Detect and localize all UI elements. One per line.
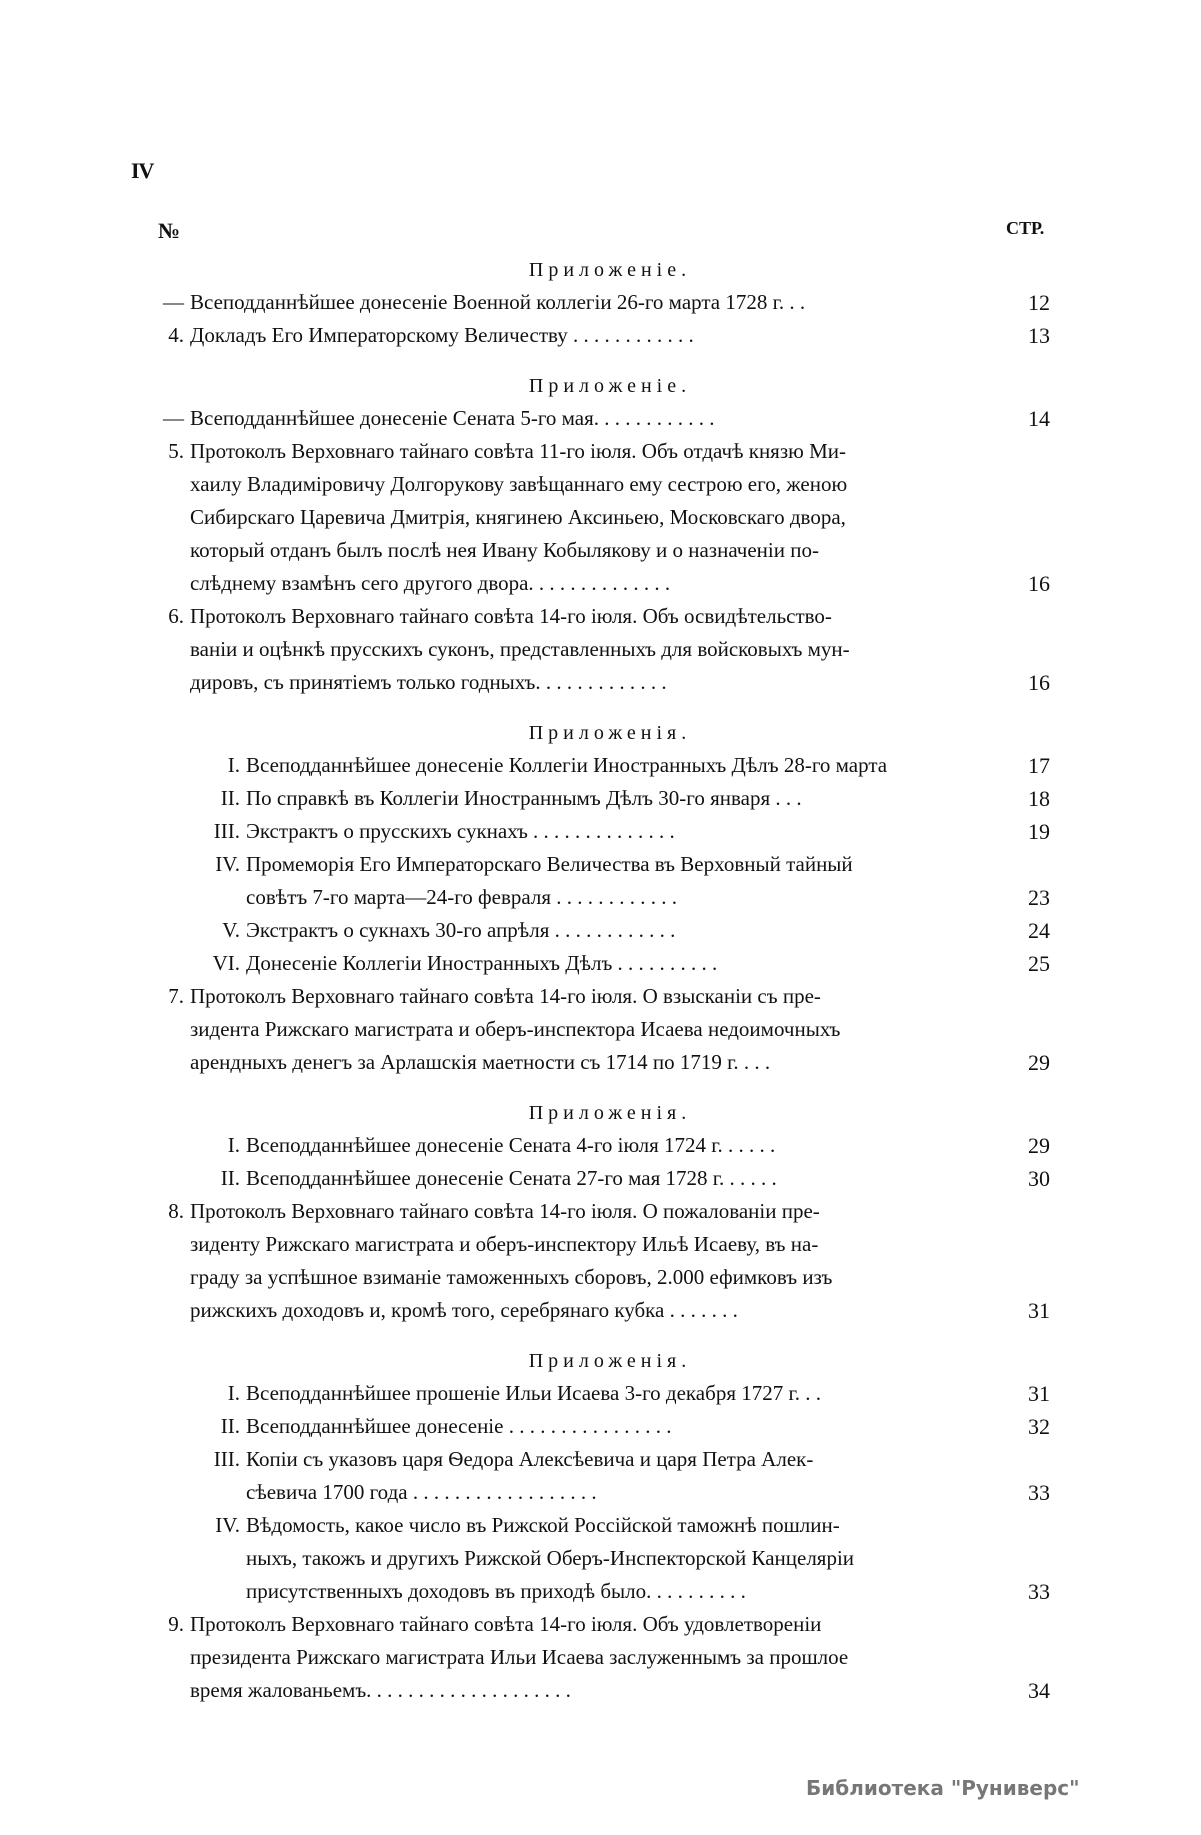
entry-page: 29 [1028,1050,1050,1075]
entry-number: 4. [168,323,184,347]
entry-text: Всеподданнѣйшее донесеніе Военной коллегіи 26-го марта 1728 г. . . [190,290,806,314]
entry-text: хаилу Владиміровичу Долгорукову завѣщаннаго ему сестрою его, женою [190,472,848,496]
entry-number: VI. [212,951,240,975]
entry-page: 13 [1028,323,1050,348]
entry-number: III. [213,819,240,843]
entry-number: — [163,290,184,314]
entry-text: Всеподданнѣйшее прошеніе Ильи Исаева 3-го декабря 1727 г. . . [246,1381,821,1405]
toc-entry[interactable] [150,1608,1050,1707]
toc-sub-entry[interactable] [150,782,1050,815]
entry-number: V. [222,918,240,942]
toc-sub-entry[interactable] [150,1377,1050,1410]
entry-text: совѣтъ 7-го марта—24-го февраля . . . . . . . . . . . . [246,885,678,909]
entry-text: Протоколъ Верховнаго тайнаго совѣта 14-го іюля. Объ освидѣтельство- [190,604,832,628]
entry-number: III. [213,1447,240,1471]
entry-text: присутственныхъ доходовъ въ приходѣ было. . . . . . . . . . [246,1579,746,1603]
entry-page: 33 [1028,1579,1050,1604]
entry-page: 32 [1028,1414,1050,1439]
entry-number: — [163,406,184,430]
entry-text: Экстрактъ о сукнахъ 30-го апрѣля . . . . . . . . . . . . [246,918,676,942]
toc-sub-entry[interactable] [150,848,1050,914]
entry-text: Всеподданнѣйшее донесеніе Коллегіи Иностранныхъ Дѣлъ 28-го марта [246,753,888,777]
entry-page: 30 [1028,1166,1050,1191]
toc-sub-entry[interactable] [150,947,1050,980]
toc-sub-entry[interactable] [150,914,1050,947]
toc-sub-entry[interactable] [150,1443,1050,1509]
page-number: IV [131,158,154,183]
entry-number: I. [227,753,240,777]
entry-text: Всеподданнѣйшее донесеніе Сената 4-го іюля 1724 г. . . . . . [246,1133,776,1157]
toc-sub-entry[interactable] [150,1410,1050,1443]
entry-number: 8. [168,1199,184,1223]
toc-entry[interactable] [150,286,1050,319]
entry-text: Донесеніе Коллегіи Иностранныхъ Дѣлъ . . . . . . . . . . [246,951,718,975]
entry-text: который отданъ былъ послѣ нея Ивану Кобылякову и о назначеніи по- [190,538,819,562]
entry-page: 18 [1028,786,1050,811]
section-heading: Приложенія. [528,722,692,744]
entry-number: 6. [168,604,184,628]
entry-text: арендныхъ денегъ за Арлашскія маетности съ 1714 по 1719 г. . . . [190,1050,771,1074]
entry-text: По справкѣ въ Коллегіи Иностраннымъ Дѣлъ 30-го января . . . [246,786,802,810]
entry-page: 34 [1028,1678,1050,1703]
entry-text: слѣднему взамѣнъ сего другого двора. . . . . . . . . . . . . . [190,571,671,595]
toc-entry[interactable] [150,319,1050,352]
entry-number: I. [227,1133,240,1157]
entry-text: зиденту Рижскаго магистрата и оберъ-инспектору Ильѣ Исаеву, въ на- [190,1232,819,1256]
toc-sub-entry[interactable] [150,1162,1050,1195]
entry-page: 31 [1028,1381,1050,1406]
toc-sub-entry[interactable] [150,815,1050,848]
entry-number: II. [220,786,240,810]
section-heading: Приложеніе. [528,375,692,397]
entry-page: 16 [1028,670,1050,695]
entry-number: I. [227,1381,240,1405]
toc-entry[interactable] [150,980,1050,1079]
table-of-contents [150,254,1050,1707]
entry-text: Протоколъ Верховнаго тайнаго совѣта 11-го іюля. Объ отдачѣ князю Ми- [190,439,846,463]
entry-page: 12 [1028,290,1050,315]
section-heading: Приложенія. [528,1350,692,1372]
toc-entry[interactable] [150,600,1050,699]
section-heading: Приложенія. [528,1102,692,1124]
entry-text: ваніи и оцѣнкѣ прусскихъ суконъ, представленныхъ для войсковыхъ мун- [190,637,850,661]
entry-text: Экстрактъ о прусскихъ сукнахъ . . . . . . . . . . . . . . [246,819,675,843]
entry-text: Всеподданнѣйшее донесеніе Сената 5-го мая. . . . . . . . . . . . [190,406,715,430]
column-header-number: № [158,218,181,243]
entry-number: 5. [168,439,184,463]
entry-text: Сибирскаго Царевича Дмитрія, княгинею Аксиньею, Московскаго двора, [190,505,846,529]
watermark: Библиотека "Руниверс" [806,1776,1080,1800]
toc-entry[interactable] [150,435,1050,600]
entry-page: 29 [1028,1133,1050,1158]
entry-text: Промеморія Его Императорскаго Величества въ Верховный тайный [246,852,853,876]
entry-number: II. [220,1166,240,1190]
entry-text: сѣевича 1700 года . . . . . . . . . . . . . . . . . . [246,1480,597,1504]
entry-page: 33 [1028,1480,1050,1505]
entry-text: Протоколъ Верховнаго тайнаго совѣта 14-го іюля. Объ удовлетвореніи [190,1612,822,1636]
entry-text: граду за успѣшное взиманіе таможенныхъ сборовъ, 2.000 ефимковъ изъ [190,1265,833,1289]
entry-text: Всеподданнѣйшее донесеніе Сената 27-го мая 1728 г. . . . . . [246,1166,777,1190]
entry-page: 23 [1028,885,1050,910]
toc-sub-entry[interactable] [150,1129,1050,1162]
entry-number: 9. [168,1612,184,1636]
entry-number: IV. [215,1513,240,1537]
entry-text: Протоколъ Верховнаго тайнаго совѣта 14-го іюля. О взысканіи съ пре- [190,984,821,1008]
entry-text: Копіи съ указовъ царя Ѳедора Алексѣевича и царя Петра Алек- [246,1447,814,1471]
entry-page: 19 [1028,819,1050,844]
entry-text: время жалованьемъ. . . . . . . . . . . . . . . . . . . . [190,1678,571,1702]
entry-page: 14 [1028,406,1050,431]
toc-entry[interactable] [150,402,1050,435]
entry-page: 16 [1028,571,1050,596]
entry-text: дировъ, съ принятіемъ только годныхъ. . . . . . . . . . . . . [190,670,667,694]
toc-sub-entry[interactable] [150,749,1050,782]
entry-text: президента Рижскаго магистрата Ильи Исаева заслуженнымъ за прошлое [190,1645,849,1669]
entry-page: 24 [1028,918,1050,943]
entry-number: II. [220,1414,240,1438]
entry-text: Докладъ Его Императорскому Величеству . . . . . . . . . . . . [190,323,694,347]
entry-page: 31 [1028,1298,1050,1323]
entry-text: Протоколъ Верховнаго тайнаго совѣта 14-го іюля. О пожалованіи пре- [190,1199,820,1223]
entry-number: IV. [215,852,240,876]
entry-number: 7. [168,984,184,1008]
entry-page: 25 [1028,951,1050,976]
entry-text: Вѣдомость, какое число въ Рижской Россійской таможнѣ пошлин- [246,1513,840,1537]
toc-entry[interactable] [150,1195,1050,1327]
section-heading: Приложеніе. [528,259,692,281]
toc-sub-entry[interactable] [150,1509,1050,1608]
entry-text: ныхъ, такожъ и другихъ Рижской Оберъ-Инспекторской Канцеляріи [246,1546,855,1570]
entry-text: Всеподданнѣйшее донесеніе . . . . . . . . . . . . . . . . [246,1414,672,1438]
entry-page: 17 [1028,753,1050,778]
entry-text: рижскихъ доходовъ и, кромѣ того, серебрянаго кубка . . . . . . . [190,1298,738,1322]
entry-text: зидента Рижскаго магистрата и оберъ-инспектора Исаева недоимочныхъ [190,1017,841,1041]
column-header-page: СТР. [1006,218,1045,238]
